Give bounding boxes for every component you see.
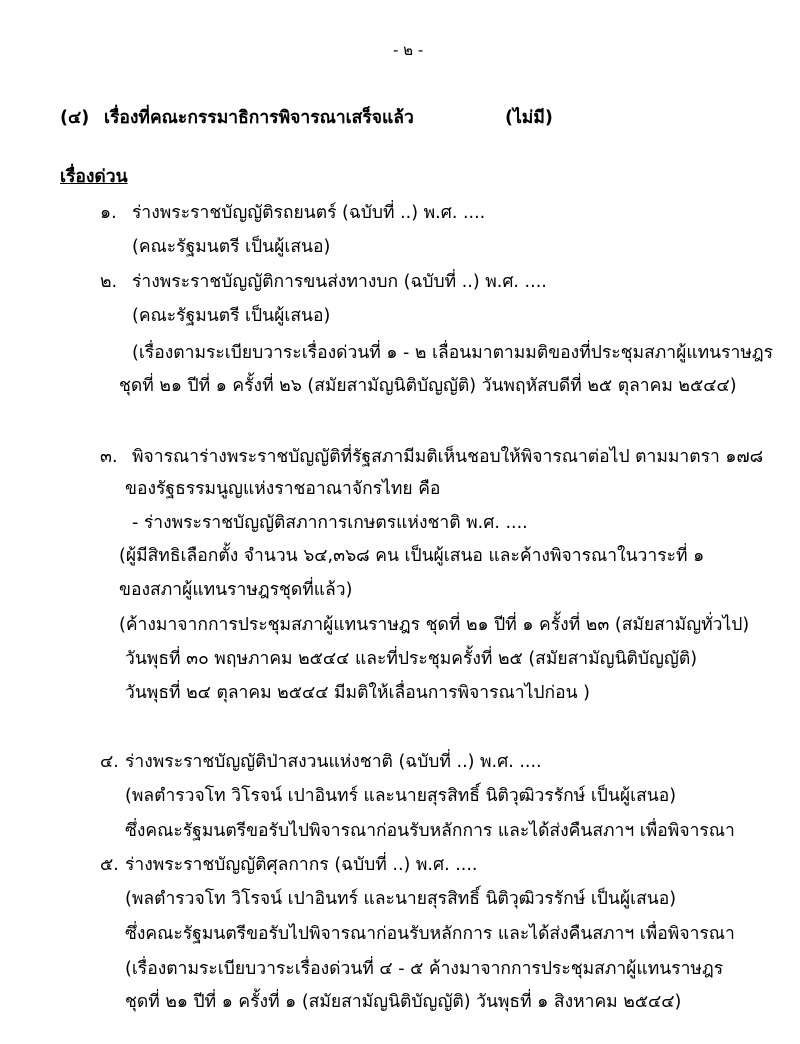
item-3-line-4: (ผู้มีสิทธิเลือกตั้ง จำนวน ๖๔,๓๖๘ คน เป็นผู้เสนอ และค้างพิจารณาในวาระที่ ๑	[119, 546, 705, 566]
item-2-line-1: ร่างพระราชบัญญัติการขนส่งทางบก (ฉบับที่ ..) พ.ศ. ....	[132, 272, 547, 292]
page-number: - ๒ -	[393, 41, 424, 59]
item-5-number: ๕.	[100, 855, 119, 875]
item-4-line-2: (พลตำรวจโท วิโรจน์ เปาอินทร์ และนายสุรสิทธิ์ นิติวุฒิวรรักษ์ เป็นผู้เสนอ)	[125, 786, 677, 806]
item-3-line-8: วันพุธที่ ๒๔ ตุลาคม ๒๕๔๔ มีมติให้เลื่อนการพิจารณาไปก่อน )	[125, 683, 590, 703]
section-status: (ไม่มี)	[505, 108, 553, 128]
item-1-line-1: ร่างพระราชบัญญัติรถยนตร์ (ฉบับที่ ..) พ.ศ. ....	[132, 203, 486, 223]
item-1-line-2: (คณะรัฐมนตรี เป็นผู้เสนอ)	[132, 237, 331, 257]
item-4-line-3: ซึ่งคณะรัฐมนตรีขอรับไปพิจารณาก่อนรับหลักการ และได้ส่งคืนสภาฯ เพื่อพิจารณา	[125, 821, 735, 841]
item-4-line-1: ร่างพระราชบัญญัติป่าสงวนแห่งชาติ (ฉบับที่ ..) พ.ศ. ....	[125, 752, 542, 772]
item-3-line-1: พิจารณาร่างพระราชบัญญัติที่รัฐสภามีมติเห็นชอบให้พิจารณาต่อไป ตามมาตรา ๑๗๘	[132, 447, 764, 467]
item-2-line-3: (เรื่องตามระเบียบวาระเรื่องด่วนที่ ๑ - ๒ เลื่อนมาตามมติของที่ประชุมสภาผู้แทนราษฎร	[132, 343, 774, 363]
urgent-heading: เรื่องด่วน	[60, 167, 128, 187]
item-1-number: ๑.	[100, 203, 117, 223]
item-5-line-1: ร่างพระราชบัญญัติศุลกากร (ฉบับที่ ..) พ.ศ. ....	[125, 855, 478, 875]
section-number: (๔)	[60, 108, 90, 128]
item-3-line-3: - ร่างพระราชบัญญัติสภาการเกษตรแห่งชาติ พ.ศ. ....	[132, 513, 528, 533]
item-3-line-2: ของรัฐธรรมนูญแห่งราชอาณาจักรไทย คือ	[125, 479, 441, 499]
item-4-number: ๔.	[100, 752, 119, 772]
item-3-line-7: วันพุธที่ ๓๐ พฤษภาคม ๒๕๔๔ และที่ประชุมครั้งที่ ๒๕ (สมัยสามัญนิติบัญญัติ)	[125, 649, 698, 669]
item-3-line-5: ของสภาผู้แทนราษฎรชุดที่แล้ว)	[119, 580, 353, 600]
item-3-number: ๓.	[100, 447, 118, 467]
item-3-line-6: (ค้างมาจากการประชุมสภาผู้แทนราษฎร ชุดที่ ๒๑ ปีที่ ๑ ครั้งที่ ๒๓ (สมัยสามัญทั่วไป)	[119, 615, 750, 635]
item-5-line-3: ซึ่งคณะรัฐมนตรีขอรับไปพิจารณาก่อนรับหลักการ และได้ส่งคืนสภาฯ เพื่อพิจารณา	[125, 924, 735, 944]
item-2-number: ๒.	[100, 272, 118, 292]
item-5-line-4: (เรื่องตามระเบียบวาระเรื่องด่วนที่ ๔ - ๕ ค้างมาจากการประชุมสภาผู้แทนราษฎร	[125, 959, 724, 979]
item-5-line-5: ชุดที่ ๒๑ ปีที่ ๑ ครั้งที่ ๑ (สมัยสามัญนิติบัญญัติ) วันพุธที่ ๑ สิงหาคม ๒๕๔๔)	[125, 992, 682, 1012]
section-title: เรื่องที่คณะกรรมาธิการพิจารณาเสร็จแล้ว	[104, 108, 414, 128]
item-5-line-2: (พลตำรวจโท วิโรจน์ เปาอินทร์ และนายสุรสิทธิ์ นิติวุฒิวรรักษ์ เป็นผู้เสนอ)	[125, 889, 677, 909]
item-2-line-4: ชุดที่ ๒๑ ปีที่ ๑ ครั้งที่ ๒๖ (สมัยสามัญนิติบัญญัติ) วันพฤหัสบดีที่ ๒๕ ตุลาคม ๒๕๔๔)	[119, 376, 737, 396]
item-2-line-2: (คณะรัฐมนตรี เป็นผู้เสนอ)	[132, 306, 331, 326]
